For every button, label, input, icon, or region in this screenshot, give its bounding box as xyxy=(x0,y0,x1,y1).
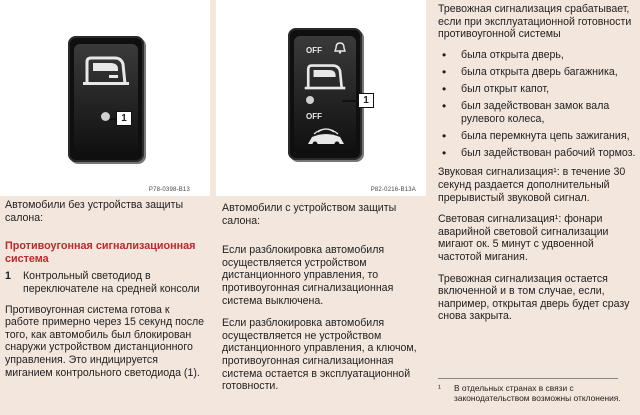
list-item: • была открыта дверь, xyxy=(442,47,564,62)
paragraph-light: Световая сигнализация¹: фонари аварийной световой сигнализации мигают ок. 5 минут с удвоенной частотой мигания. xyxy=(438,213,609,263)
photo-code: P82-0216-B13A xyxy=(370,187,416,193)
paragraph-key: Если разблокировка автомобиля осуществляется не устройством дистанционного управления, а ключом, противоугонная сигнализационная система остается в эксплуатационной готовности. xyxy=(222,317,417,393)
control-led xyxy=(306,96,314,104)
numbered-item xyxy=(5,270,205,295)
off-label-top: OFF xyxy=(306,46,322,55)
paragraph: Противоугонная система готова к работе примерно через 15 секунд после того, как автомобиль был блокирован снаружи устройством дистанционного управления. Это индицируется миганием контрольного светодиода (1). xyxy=(5,303,205,379)
callout-leader xyxy=(342,100,358,102)
trigger-list xyxy=(438,49,636,160)
paragraph-alarm: Тревожная сигнализация остается включенной и в том случае, если, например, открытая дверь будет сразу снова закрыта. xyxy=(438,272,630,323)
callout-number: 1 xyxy=(358,93,374,108)
bell-icon xyxy=(334,42,346,54)
car-door-icon xyxy=(302,62,348,92)
callout-number: 1 xyxy=(116,111,132,126)
console-switch xyxy=(68,36,144,162)
footnote-separator xyxy=(438,378,618,379)
car-interior-sensor-icon xyxy=(304,124,348,148)
list-item: • был задействован рабочий тормоз. xyxy=(442,145,636,160)
list-item: • был задействован замок вала рулевого колеса, xyxy=(442,99,610,125)
switch-photo-with-interior-protection xyxy=(216,0,426,196)
alarm-intro: Тревожная сигнализация срабатывает, если при эксплуатационной готовности противоугонной системы xyxy=(438,3,632,41)
car-door-icon xyxy=(81,54,131,88)
paragraph-sound: Звуковая сигнализация¹: в течение 30 секунд раздается дополнительный прерывистый звуковой сигнал. xyxy=(438,166,626,204)
control-led xyxy=(101,112,110,121)
section-heading: Противоугонная сигнализационная система xyxy=(5,240,196,265)
caption: Автомобили без устройства защиты салона: xyxy=(5,199,184,224)
item-text: Контрольный светодиод в переключателе на средней консоли xyxy=(23,270,200,295)
list-item: • была открыта дверь багажника, xyxy=(442,64,618,79)
switch-photo-no-interior-protection xyxy=(0,0,210,196)
footnote-text: В отдельных странах в связи с законодательством возможны отклонения. xyxy=(454,383,621,403)
caption: Автомобили с устройством защиты салона: xyxy=(222,202,397,227)
footnote-mark: ¹ xyxy=(438,383,441,393)
off-label-bottom: OFF xyxy=(306,112,322,121)
item-number: 1 xyxy=(5,270,11,283)
list-item: • был открыт капот, xyxy=(442,81,550,96)
photo-code: P78-0398-B13 xyxy=(148,187,190,193)
list-item: • была перемкнута цепь зажигания, xyxy=(442,128,630,143)
paragraph-remote: Если разблокировка автомобиля осуществляется устройством дистанционного управления, то противоугонная сигнализационная система выключена. xyxy=(222,244,394,307)
footnote xyxy=(438,383,638,403)
console-switch xyxy=(288,28,362,160)
